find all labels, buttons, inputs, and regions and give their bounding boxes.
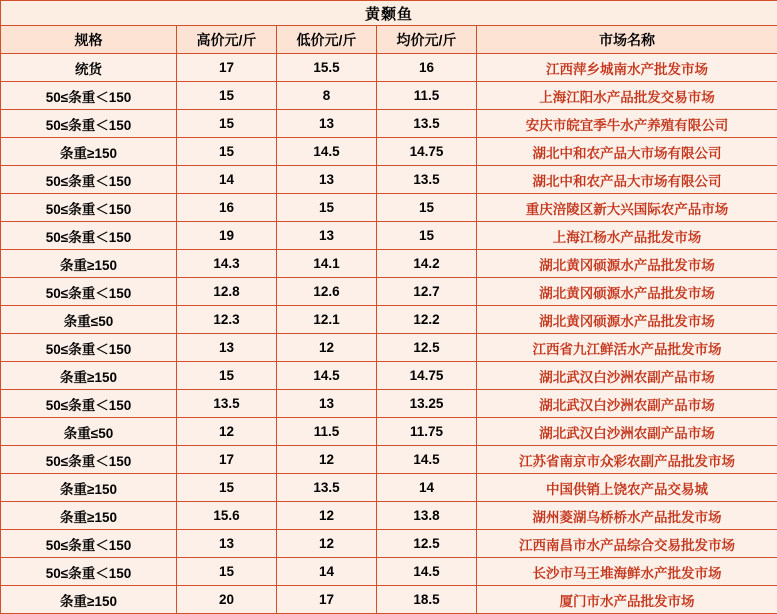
cell-spec: 50≤条重＜150 (1, 166, 177, 194)
column-header-spec: 规格 (1, 26, 177, 54)
cell-avg: 12.7 (377, 278, 477, 306)
title-row (1, 1, 777, 26)
cell-low: 13 (277, 110, 377, 138)
cell-avg: 12.2 (377, 306, 477, 334)
cell-market: 厦门市水产品批发市场 (477, 586, 777, 614)
cell-low: 11.5 (277, 418, 377, 446)
cell-market: 安庆市皖宜季牛水产养殖有限公司 (477, 110, 777, 138)
cell-avg: 14.5 (377, 446, 477, 474)
cell-high: 17 (177, 54, 277, 82)
cell-spec: 50≤条重＜150 (1, 334, 177, 362)
cell-market: 湖北中和农产品大市场有限公司 (477, 166, 777, 194)
column-header-high-price: 高价元/斤 (177, 26, 277, 54)
table-row (1, 558, 777, 586)
cell-spec: 条重≤50 (1, 306, 177, 334)
table-row (1, 82, 777, 110)
cell-high: 13.5 (177, 390, 277, 418)
cell-spec: 条重≥150 (1, 362, 177, 390)
cell-market: 湖北黄冈硕源水产品批发市场 (477, 278, 777, 306)
cell-market: 上海江阳水产品批发交易市场 (477, 82, 777, 110)
cell-low: 12 (277, 334, 377, 362)
cell-low: 13 (277, 222, 377, 250)
cell-low: 17 (277, 586, 377, 614)
cell-high: 15 (177, 82, 277, 110)
cell-low: 13.5 (277, 474, 377, 502)
cell-market: 江西省九江鲜活水产品批发市场 (477, 334, 777, 362)
cell-avg: 12.5 (377, 334, 477, 362)
cell-avg: 14.75 (377, 362, 477, 390)
cell-avg: 13.5 (377, 110, 477, 138)
table-row (1, 530, 777, 558)
table-header-row (1, 26, 777, 54)
cell-spec: 条重≤50 (1, 418, 177, 446)
cell-spec: 条重≥150 (1, 250, 177, 278)
cell-avg: 12.5 (377, 530, 477, 558)
cell-spec: 50≤条重＜150 (1, 194, 177, 222)
cell-avg: 13.5 (377, 166, 477, 194)
cell-high: 15.6 (177, 502, 277, 530)
cell-low: 13 (277, 166, 377, 194)
table-row (1, 474, 777, 502)
cell-low: 13 (277, 390, 377, 418)
cell-high: 16 (177, 194, 277, 222)
cell-spec: 50≤条重＜150 (1, 558, 177, 586)
cell-high: 15 (177, 558, 277, 586)
cell-spec: 条重≥150 (1, 474, 177, 502)
cell-high: 15 (177, 362, 277, 390)
table-row (1, 54, 777, 82)
cell-low: 12.6 (277, 278, 377, 306)
cell-avg: 14.75 (377, 138, 477, 166)
table-row (1, 110, 777, 138)
cell-market: 上海江杨水产品批发市场 (477, 222, 777, 250)
table-row (1, 194, 777, 222)
table-body (1, 1, 777, 614)
cell-market: 中国供销上饶农产品交易城 (477, 474, 777, 502)
cell-spec: 50≤条重＜150 (1, 110, 177, 138)
cell-high: 15 (177, 110, 277, 138)
cell-high: 20 (177, 586, 277, 614)
cell-spec: 50≤条重＜150 (1, 278, 177, 306)
cell-low: 14.5 (277, 362, 377, 390)
cell-market: 湖北武汉白沙洲农副产品市场 (477, 418, 777, 446)
cell-high: 17 (177, 446, 277, 474)
cell-high: 15 (177, 138, 277, 166)
cell-market: 湖北黄冈硕源水产品批发市场 (477, 306, 777, 334)
table-row (1, 166, 777, 194)
cell-high: 14.3 (177, 250, 277, 278)
cell-avg: 14.5 (377, 558, 477, 586)
cell-spec: 50≤条重＜150 (1, 82, 177, 110)
cell-spec: 条重≥150 (1, 138, 177, 166)
table-row (1, 390, 777, 418)
table-row (1, 250, 777, 278)
cell-market: 湖北武汉白沙洲农副产品市场 (477, 362, 777, 390)
column-header-avg-price: 均价元/斤 (377, 26, 477, 54)
cell-high: 13 (177, 530, 277, 558)
cell-market: 江西萍乡城南水产批发市场 (477, 54, 777, 82)
cell-avg: 11.5 (377, 82, 477, 110)
page-title: 黄颡鱼 (1, 1, 777, 26)
cell-low: 15 (277, 194, 377, 222)
cell-market: 湖北中和农产品大市场有限公司 (477, 138, 777, 166)
table-row (1, 138, 777, 166)
cell-spec: 统货 (1, 54, 177, 82)
cell-low: 8 (277, 82, 377, 110)
table-row (1, 278, 777, 306)
table-row (1, 306, 777, 334)
cell-market: 江苏省南京市众彩农副产品批发市场 (477, 446, 777, 474)
cell-low: 14.1 (277, 250, 377, 278)
table-row (1, 586, 777, 614)
cell-low: 15.5 (277, 54, 377, 82)
cell-high: 14 (177, 166, 277, 194)
cell-market: 重庆涪陵区新大兴国际农产品市场 (477, 194, 777, 222)
cell-avg: 18.5 (377, 586, 477, 614)
column-header-low-price: 低价元/斤 (277, 26, 377, 54)
cell-low: 12 (277, 530, 377, 558)
cell-avg: 13.8 (377, 502, 477, 530)
table-row (1, 446, 777, 474)
cell-high: 12 (177, 418, 277, 446)
cell-low: 12.1 (277, 306, 377, 334)
cell-spec: 50≤条重＜150 (1, 222, 177, 250)
table-row (1, 418, 777, 446)
cell-low: 14.5 (277, 138, 377, 166)
cell-high: 13 (177, 334, 277, 362)
cell-avg: 15 (377, 194, 477, 222)
cell-market: 湖北黄冈硕源水产品批发市场 (477, 250, 777, 278)
cell-spec: 50≤条重＜150 (1, 446, 177, 474)
cell-spec: 50≤条重＜150 (1, 390, 177, 418)
cell-avg: 15 (377, 222, 477, 250)
cell-spec: 50≤条重＜150 (1, 530, 177, 558)
cell-low: 12 (277, 446, 377, 474)
cell-spec: 条重≥150 (1, 586, 177, 614)
cell-high: 15 (177, 474, 277, 502)
cell-avg: 14.2 (377, 250, 477, 278)
cell-market: 长沙市马王堆海鲜水产批发市场 (477, 558, 777, 586)
column-header-market: 市场名称 (477, 26, 777, 54)
table-row (1, 362, 777, 390)
table-row (1, 502, 777, 530)
cell-low: 14 (277, 558, 377, 586)
table-row (1, 222, 777, 250)
cell-low: 12 (277, 502, 377, 530)
cell-spec: 条重≥150 (1, 502, 177, 530)
cell-avg: 11.75 (377, 418, 477, 446)
cell-avg: 13.25 (377, 390, 477, 418)
cell-market: 湖州菱湖乌桥桥水产品批发市场 (477, 502, 777, 530)
cell-high: 12.3 (177, 306, 277, 334)
cell-avg: 14 (377, 474, 477, 502)
cell-avg: 16 (377, 54, 477, 82)
table-row (1, 334, 777, 362)
cell-high: 19 (177, 222, 277, 250)
cell-market: 湖北武汉白沙洲农副产品市场 (477, 390, 777, 418)
cell-high: 12.8 (177, 278, 277, 306)
cell-market: 江西南昌市水产品综合交易批发市场 (477, 530, 777, 558)
